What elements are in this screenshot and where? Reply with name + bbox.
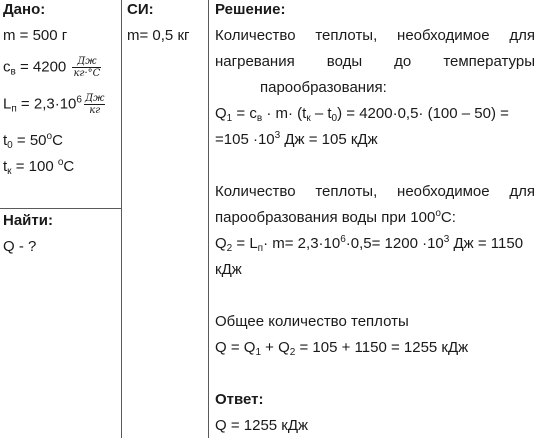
equation-q1-result: $=105 \cdot 10^3$ Дж = 105 кДж: [215, 130, 378, 148]
equation-q1: $Q_1 = c_в \cdot m\cdot (t_к - t_0) = 4200\cdot 0,5\cdot (100 - 50)$ =: [215, 105, 509, 124]
answer-value: Q = 1255 кДж: [215, 417, 309, 434]
latent-heat-unit: $\frac{Дж}{кг}$: [84, 93, 105, 116]
find-header: Найти:: [3, 212, 53, 229]
given-boiling-temperature: $t_к = 100$ $^o$C: [3, 157, 75, 177]
si-mass: m= 0,5 кг: [127, 27, 190, 44]
given-latent-heat: $L_п = 2,3\cdot 10^6$ $\frac{Дж}{кг}$: [3, 93, 105, 116]
solution-p2-line1: Количество теплоты, необходимое для: [215, 183, 535, 200]
si-header: СИ:: [127, 1, 154, 18]
find-divider: [0, 208, 122, 209]
solution-p1-line3: парообразования:: [260, 79, 387, 96]
si-column: [122, 0, 209, 438]
solution-p2-line2: парообразования воды при $100^оС$:: [215, 208, 456, 226]
solution-header: Решение:: [215, 1, 286, 18]
given-specific-heat: $c_в = 4200$ $\frac{Дж}{кг\cdot^\circ С}$: [3, 56, 101, 79]
equation-total: $Q = Q_1 + Q_2 = 105 + 1150 = 1255$ кДж: [215, 339, 469, 358]
find-unknown: Q - ?: [3, 238, 37, 255]
equation-q2-unit: кДж: [215, 261, 242, 278]
given-header: Дано:: [3, 1, 46, 18]
given-initial-temperature: $t_0 = 50^oC$: [3, 131, 63, 151]
answer-header: Ответ:: [215, 391, 264, 408]
specific-heat-unit: $\frac{Дж}{кг\cdot^\circ С}$: [73, 56, 101, 79]
solution-p1-line2: нагревания воды до температуры: [215, 53, 535, 70]
solution-p1-line1: Количество теплоты, необходимое для: [215, 27, 535, 44]
solution-p3-line1: Общее количество теплоты: [215, 313, 409, 330]
given-mass: m = 500 г: [3, 27, 68, 44]
equation-q2: $Q_2 = L_п\cdot m= 2,3\cdot 10^6\cdot 0,5= 1200 \cdot 10^3$ Дж = 1150: [215, 234, 524, 254]
